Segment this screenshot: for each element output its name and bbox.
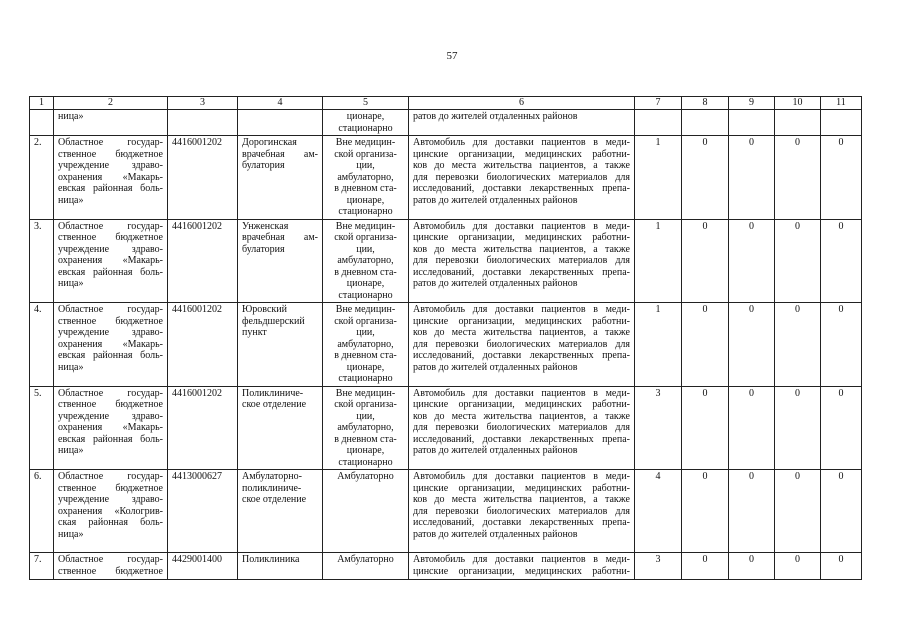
column-number-cell: 1	[30, 97, 54, 110]
cell-c7: 3	[635, 386, 682, 470]
cell-c8: 0	[682, 303, 729, 387]
cell-c11: 0	[821, 553, 862, 580]
cell-c9	[729, 110, 775, 136]
table-row	[30, 303, 862, 387]
text-line: поликлиниче-	[242, 482, 302, 494]
table-row	[30, 219, 862, 303]
cell-organization	[54, 303, 168, 387]
column-number-cell: 3	[168, 97, 238, 110]
cell-c11: 0	[821, 303, 862, 387]
cell-organization	[54, 470, 168, 553]
text-line: исследований, доставки лекарственных препа-	[413, 517, 630, 528]
text-line: цинские организации, медицинских работни-	[413, 399, 630, 410]
cell-purpose	[409, 386, 635, 470]
cell-c11: 0	[821, 219, 862, 303]
text-line: Поликлиниче-	[242, 387, 304, 399]
cell-number: 5.	[30, 386, 54, 470]
text-line: амбулаторно,	[337, 171, 394, 183]
cell-number	[30, 110, 54, 136]
text-line: Автомобиль для доставки пациентов в меди-	[413, 471, 630, 482]
text-line: ственное бюджетное	[58, 399, 163, 410]
cell-number: 6.	[30, 470, 54, 553]
cell-code: 4416001202	[168, 219, 238, 303]
cell-place	[323, 470, 409, 553]
cell-place	[323, 553, 409, 580]
text-line: ственное бюджетное	[58, 315, 163, 327]
text-line: врачебная ам-	[242, 148, 318, 160]
cell-c11	[821, 110, 862, 136]
column-number-cell: 5	[323, 97, 409, 110]
text-line: ции,	[356, 160, 375, 171]
text-line: Дорогинская	[242, 137, 297, 148]
cell-c7: 3	[635, 553, 682, 580]
cell-c11: 0	[821, 136, 862, 220]
text-line: ционаре,	[346, 361, 385, 373]
text-line: Вне медицин-	[335, 137, 396, 148]
cell-c10: 0	[775, 303, 821, 387]
cell-purpose	[409, 110, 635, 136]
cell-unit	[238, 470, 323, 553]
text-line: ков до места жительства пациентов, а также	[413, 494, 630, 505]
text-line: Областное государ-	[58, 554, 163, 565]
text-line: стационарно	[338, 206, 393, 217]
text-line: учреждение здраво-	[58, 243, 163, 255]
text-line: Областное государ-	[58, 387, 163, 399]
table-row	[30, 470, 862, 553]
text-line: ская районная боль-	[58, 517, 163, 528]
cell-c7	[635, 110, 682, 136]
text-line: ков до места жительства пациентов, а также	[413, 327, 630, 338]
cell-organization	[54, 553, 168, 580]
cell-code: 4413000627	[168, 470, 238, 553]
text-line: учреждение здраво-	[58, 494, 163, 505]
text-line: ратов до жителей отдаленных районов	[413, 194, 578, 206]
text-line: ционаре,	[346, 445, 385, 456]
cell-c10: 0	[775, 136, 821, 220]
text-line: Областное государ-	[58, 220, 163, 232]
text-line: ница»	[58, 361, 84, 373]
text-line: стационарно	[338, 289, 393, 301]
text-line: исследований, доставки лекарственных препа-	[413, 350, 630, 361]
text-line: ской организа-	[334, 232, 397, 243]
text-line: Автомобиль для доставки пациентов в меди-	[413, 220, 630, 232]
text-line: амбулаторно,	[337, 255, 394, 266]
cell-unit	[238, 219, 323, 303]
text-line: ница»	[58, 528, 84, 540]
cell-purpose	[409, 136, 635, 220]
text-line: учреждение здраво-	[58, 410, 163, 422]
text-line: евская районная боль-	[58, 266, 163, 278]
cell-unit	[238, 110, 323, 136]
text-line: ственное бюджетное	[58, 482, 163, 494]
cell-c10: 0	[775, 219, 821, 303]
cell-code: 4416001202	[168, 386, 238, 470]
column-number-row	[30, 97, 862, 110]
text-line: ское отделение	[242, 399, 307, 410]
cell-c8	[682, 110, 729, 136]
text-line: охранения «Макарь-	[58, 422, 163, 433]
text-line: в дневном ста-	[334, 433, 397, 445]
cell-place	[323, 386, 409, 470]
text-line: ница»	[58, 194, 84, 206]
text-line: охранения «Макарь-	[58, 171, 163, 183]
text-line: в дневном ста-	[334, 183, 397, 194]
cell-organization	[54, 136, 168, 220]
text-line: пункт	[242, 327, 267, 338]
text-line: евская районная боль-	[58, 433, 163, 445]
cell-place	[323, 136, 409, 220]
text-line: Юровский	[242, 304, 287, 315]
text-line: для перевозки биологических материалов для	[413, 422, 630, 433]
cell-c10: 0	[775, 386, 821, 470]
cell-number: 3.	[30, 219, 54, 303]
cell-unit	[238, 386, 323, 470]
cell-code: 4416001202	[168, 303, 238, 387]
text-line: ственное бюджетное	[58, 232, 163, 243]
column-number-cell: 4	[238, 97, 323, 110]
table-row	[30, 553, 862, 580]
text-line: исследований, доставки лекарственных препа-	[413, 433, 630, 445]
text-line: охранения «Макарь-	[58, 255, 163, 266]
text-line: ции,	[356, 243, 375, 255]
cell-place	[323, 219, 409, 303]
text-line: в дневном ста-	[334, 350, 397, 361]
text-line: Автомобиль для доставки пациентов в меди-	[413, 387, 630, 399]
text-line: Вне медицин-	[335, 220, 396, 232]
text-line: Вне медицин-	[335, 387, 396, 399]
cell-c7: 1	[635, 136, 682, 220]
cell-place	[323, 303, 409, 387]
cell-number: 4.	[30, 303, 54, 387]
page-number: 57	[446, 50, 458, 62]
text-line: Областное государ-	[58, 304, 163, 315]
cell-unit	[238, 553, 323, 580]
text-line: булатория	[242, 243, 285, 255]
text-line: Автомобиль для доставки пациентов в меди-	[413, 137, 630, 148]
text-line: ратов до жителей отдаленных районов	[413, 528, 578, 540]
text-line: стационарно	[338, 122, 393, 134]
cell-c10	[775, 110, 821, 136]
cell-code: 4416001202	[168, 136, 238, 220]
text-line: ской организа-	[334, 399, 397, 410]
text-line: учреждение здраво-	[58, 160, 163, 171]
text-line: Областное государ-	[58, 137, 163, 148]
column-number-cell: 6	[409, 97, 635, 110]
text-line: булатория	[242, 160, 285, 171]
text-line: для перевозки биологических материалов для	[413, 255, 630, 266]
text-line: ской организа-	[334, 148, 397, 160]
text-line: врачебная ам-	[242, 232, 318, 243]
text-line: ница»	[58, 445, 84, 456]
text-line: фельдшерский	[242, 315, 305, 327]
text-line: цинские организации, медицинских работни-	[413, 482, 630, 494]
text-line: ков до места жительства пациентов, а также	[413, 243, 630, 255]
cell-c8: 0	[682, 470, 729, 553]
text-line: для перевозки биологических материалов для	[413, 505, 630, 517]
column-number-cell: 9	[729, 97, 775, 110]
cell-c9: 0	[729, 219, 775, 303]
text-line: ратов до жителей отдаленных районов	[413, 111, 578, 122]
column-number-cell: 8	[682, 97, 729, 110]
cell-number: 2.	[30, 136, 54, 220]
cell-c10: 0	[775, 553, 821, 580]
text-line: исследований, доставки лекарственных препа-	[413, 183, 630, 194]
cell-organization	[54, 110, 168, 136]
text-line: Унженская	[242, 220, 289, 232]
text-line: ционаре,	[346, 194, 385, 206]
text-line: для перевозки биологических материалов для	[413, 338, 630, 350]
text-line: амбулаторно,	[337, 338, 394, 350]
cell-c9: 0	[729, 386, 775, 470]
cell-c9: 0	[729, 303, 775, 387]
text-line: учреждение здраво-	[58, 327, 163, 338]
cell-purpose	[409, 303, 635, 387]
text-line: ционаре,	[346, 111, 385, 122]
text-line: Поликлиника	[242, 554, 300, 565]
table-row	[30, 386, 862, 470]
text-line: ница»	[58, 111, 84, 122]
cell-c9: 0	[729, 470, 775, 553]
cell-number: 7.	[30, 553, 54, 580]
text-line: Областное государ-	[58, 471, 163, 482]
text-line: ции,	[356, 410, 375, 422]
text-line: Амбулаторно-	[242, 471, 302, 482]
text-line: Вне медицин-	[335, 304, 396, 315]
text-line: охранения «Макарь-	[58, 338, 163, 350]
text-line: ционаре,	[346, 278, 385, 289]
cell-c7: 1	[635, 303, 682, 387]
cell-purpose	[409, 470, 635, 553]
cell-c7: 4	[635, 470, 682, 553]
cell-c9: 0	[729, 553, 775, 580]
cell-c8: 0	[682, 219, 729, 303]
cell-c11: 0	[821, 386, 862, 470]
cell-unit	[238, 136, 323, 220]
text-line: ратов до жителей отдаленных районов	[413, 445, 578, 456]
column-number-cell: 2	[54, 97, 168, 110]
text-line: для перевозки биологических материалов для	[413, 171, 630, 183]
cell-c11: 0	[821, 470, 862, 553]
text-line: стационарно	[338, 456, 393, 468]
text-line: цинские организации, медицинских работни-	[413, 148, 630, 160]
cell-code: 4429001400	[168, 553, 238, 580]
text-line: евская районная боль-	[58, 183, 163, 194]
text-line: ратов до жителей отдаленных районов	[413, 278, 578, 289]
cell-c10: 0	[775, 470, 821, 553]
column-number-cell: 10	[775, 97, 821, 110]
cell-c8: 0	[682, 553, 729, 580]
text-line: цинские организации, медицинских работни-	[413, 232, 630, 243]
text-line: стационарно	[338, 373, 393, 384]
cell-c8: 0	[682, 386, 729, 470]
cell-organization	[54, 219, 168, 303]
text-line: ков до места жительства пациентов, а также	[413, 410, 630, 422]
cell-place	[323, 110, 409, 136]
cell-c7: 1	[635, 219, 682, 303]
cell-purpose	[409, 553, 635, 580]
text-line: цинские организации, медицинских работни-	[413, 315, 630, 327]
cell-c9: 0	[729, 136, 775, 220]
cell-c8: 0	[682, 136, 729, 220]
column-number-cell: 7	[635, 97, 682, 110]
continued-row	[30, 110, 862, 136]
table-row	[30, 136, 862, 220]
register-table	[29, 96, 862, 580]
text-line: Амбулаторно	[337, 471, 394, 482]
text-line: в дневном ста-	[334, 266, 397, 278]
cell-purpose	[409, 219, 635, 303]
text-line: ница»	[58, 278, 84, 289]
cell-organization	[54, 386, 168, 470]
text-line: ственное бюджетное	[58, 148, 163, 160]
cell-unit	[238, 303, 323, 387]
text-line: ское отделение	[242, 494, 307, 505]
cell-code	[168, 110, 238, 136]
column-number-cell: 11	[821, 97, 862, 110]
text-line: ратов до жителей отдаленных районов	[413, 361, 578, 373]
text-line: амбулаторно,	[337, 422, 394, 433]
text-line: ской организа-	[334, 315, 397, 327]
text-line: ственное бюджетное	[58, 565, 163, 577]
text-line: цинские организации, медицинских работни-	[413, 565, 630, 577]
text-line: ции,	[356, 327, 375, 338]
text-line: евская районная боль-	[58, 350, 163, 361]
text-line: охранения «Кологрив-	[58, 505, 163, 517]
text-line: Автомобиль для доставки пациентов в меди-	[413, 554, 630, 565]
text-line: Автомобиль для доставки пациентов в меди-	[413, 304, 630, 315]
text-line: Амбулаторно	[337, 554, 394, 565]
text-line: ков до места жительства пациентов, а также	[413, 160, 630, 171]
text-line: исследований, доставки лекарственных препа-	[413, 266, 630, 278]
